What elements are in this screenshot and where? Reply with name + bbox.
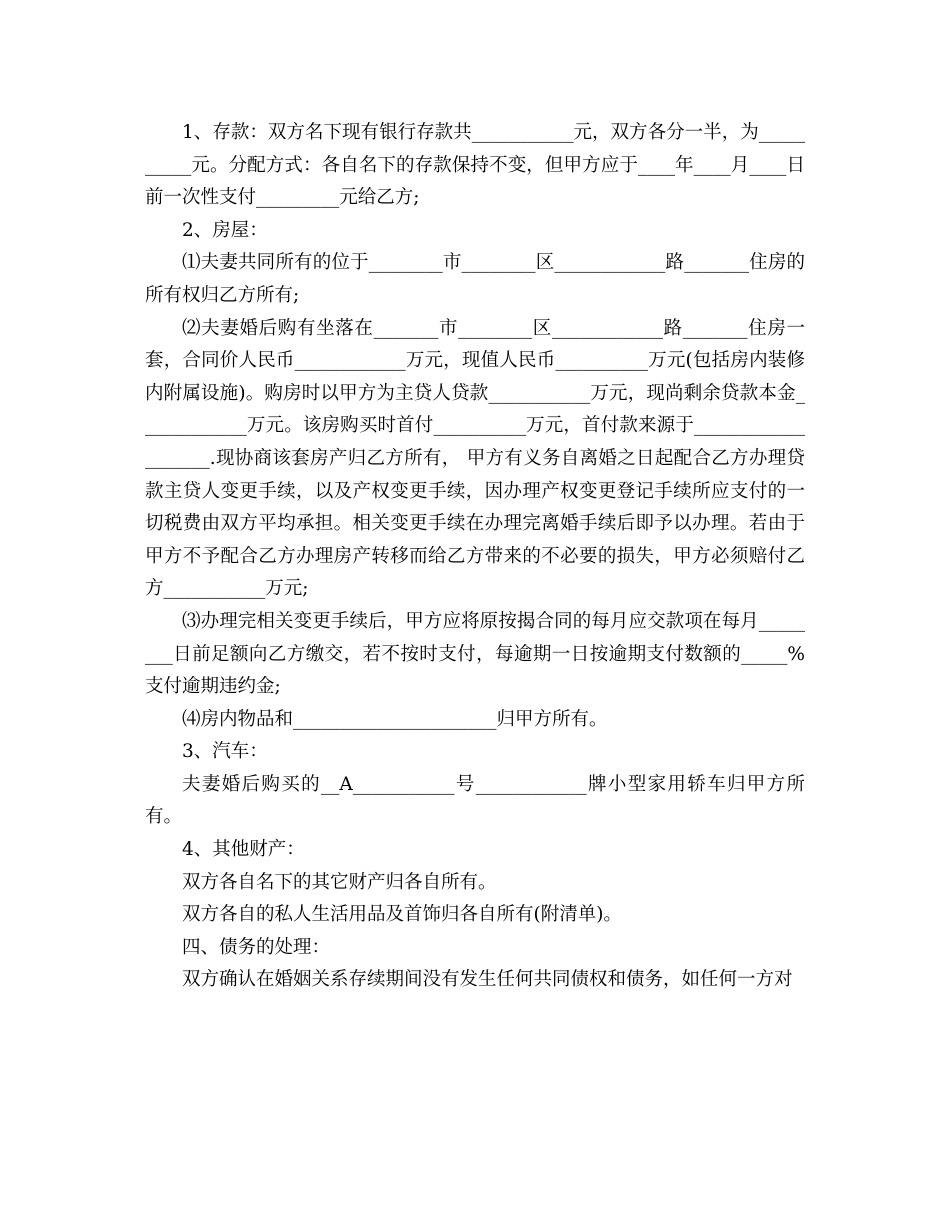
- paragraph-other-property-1: 双方各自名下的其它财产归各自所有。: [182, 871, 497, 893]
- heading-other-property: 4、其他财产：: [182, 839, 305, 861]
- paragraph-other-property-2: 双方各自的私人生活用品及首饰归各自所有(附清单)。: [182, 904, 622, 926]
- heading-debts: 四、债务的处理：: [182, 936, 331, 958]
- paragraph-savings: 1、存款：双方名下现有银行存款共___________元，双方各分一半，为__________元。分配方式：各自名下的存款保持不变，但甲方应于____年____月____日前一次性支付_________元给乙方;: [145, 122, 805, 209]
- paragraph-housing-2: ⑵夫妻婚后购有坐落在_______市________区____________路_______住房一套，合同价人民币____________万元，现值人民币__________万元(包括房内装修内附属设施)。购房时以甲方为主贷人贷款___________万元，现尚剩余贷款本金____________万元。该房购买时首付__________万元，首付款来源于___________________.现协商该套房产归乙方所有， 甲方有义务自离婚之日起配合乙方办理贷款主贷人变更手续，以及产权变更手续，因办理产权变更登记手续所应支付的一切税费由双方平均承担。相关变更手续在办理完离婚手续后即予以办理。若由于甲方不予配合乙方办理房产转移而给乙方带来的不必要的损失，甲方必须赔付乙方___________万元;: [145, 317, 805, 600]
- paragraph-car: 夫妻婚后购买的__A___________号____________牌小型家用轿车归甲方所有。: [145, 773, 805, 828]
- heading-housing: 2、房屋：: [182, 219, 268, 241]
- paragraph-housing-4: ⑷房内物品和______________________归甲方所有。: [182, 708, 608, 730]
- document-body: [145, 117, 805, 997]
- paragraph-debts: 双方确认在婚姻关系存续期间没有发生任何共同债权和债务，如任何一方对: [182, 969, 793, 991]
- heading-car: 3、汽车：: [182, 741, 268, 763]
- paragraph-housing-1: ⑴夫妻共同所有的位于________市________区____________路_______住房的所有权归乙方所有;: [145, 252, 805, 306]
- paragraph-housing-3: ⑶办理完相关变更手续后，甲方应将原按揭合同的每月应交款项在每月________日前足额向乙方缴交，若不按时支付，每逾期一日按逾期支付数额的_____%支付逾期违约金;: [145, 610, 805, 698]
